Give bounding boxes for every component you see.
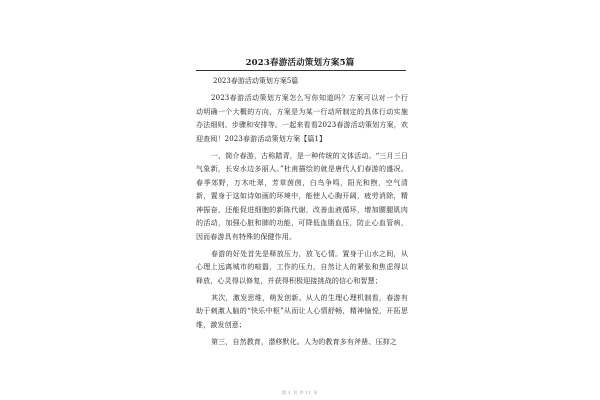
- paragraph-creativity: 其次，激发思维，萌发创新。从人的生理心理机制看，春游有助于刺激人脑的“快乐中枢”从而让人心情舒畅，精神愉悦，开拓思维，激发创意；: [196, 293, 408, 329]
- document-title: 2023春游活动策划方案5篇: [245, 58, 355, 68]
- page-footer: 第 1 页 共 11 页: [282, 390, 318, 395]
- document-subheading: 2023春游活动策划方案5篇: [213, 77, 299, 85]
- title-underline: [196, 70, 406, 71]
- paragraph-benefits: 春游的好处首先是释放压力，放飞心情。置身于山水之间，从心理上远离城市的喧嚣，工作的压力，自然让人的紧张和焦虑得以释放，心灵得以修复，并获得积极迎接挑战的信心和智慧；: [196, 249, 408, 285]
- paragraph-intro: 2023春游活动策划方案怎么写你知道吗？方案可以对一个行动明确一个大概的方向，方案是为某一行动所制定的具体行动实施办法细则、步骤和安排等。一起来看看2023春游活动策划方案，欢迎查阅！2023春游活动策划方案【篇1】: [196, 94, 408, 143]
- document-body: [196, 92, 408, 353]
- paragraph-education: 第三，自然教育，潜移默化。人为的教育多有斧凿、压抑之: [211, 337, 397, 346]
- paragraph-section-one: 一、简介春游，古称踏青，是一种传统的文体活动。“三月三日气象新，长安水边多丽人。”杜甫描绘的就是唐代人们春游的盛况。春季郊野，万木吐翠，芳草茵茵，白鸟争鸣，阳光和煦，空气清新，置身于这如诗如画的环境中，能使人心胸开阔，疲劳消除，精神振奋，还能促进细胞的新陈代谢，改善血液循环，增加腰腿肌肉的活动，加强心脏和肺的功能，可降低血脂血压，防止心血管病，因而春游具有特殊的保健作用。: [196, 151, 408, 241]
